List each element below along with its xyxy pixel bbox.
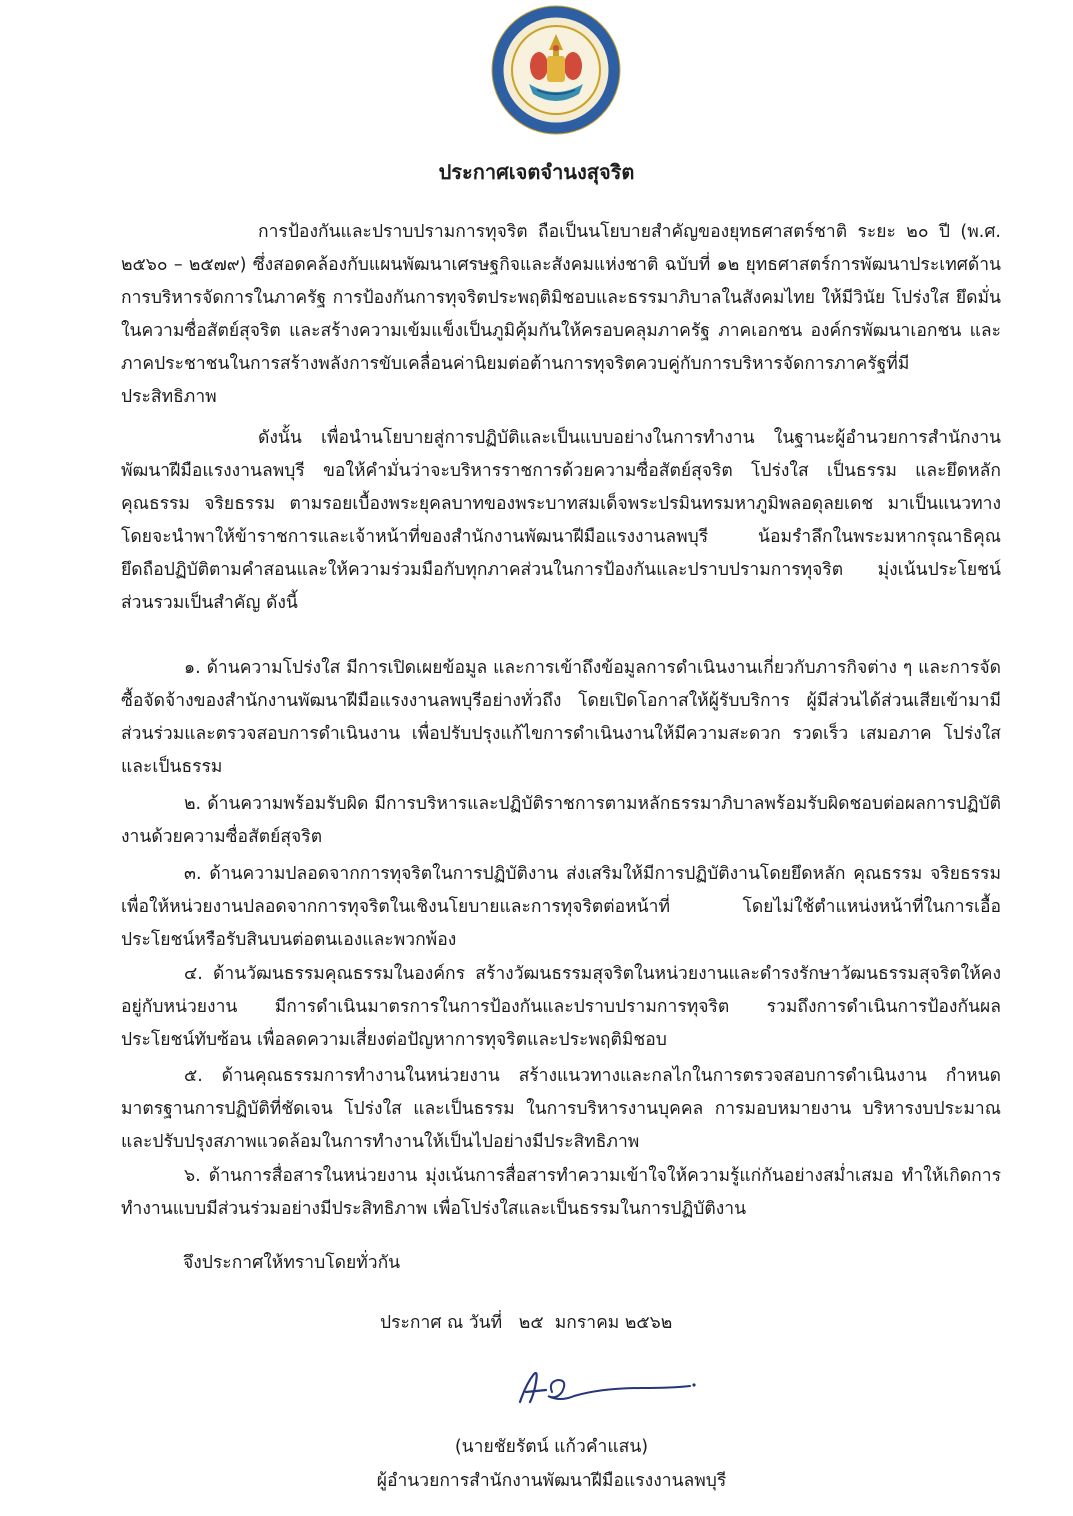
department-seal-logo xyxy=(487,4,625,136)
signer-position: ผู้อำนวยการสำนักงานพัฒนาฝีมือแรงงานลพบุรี xyxy=(376,1471,727,1491)
signature xyxy=(512,1362,702,1412)
commitment-paragraph: ดังนั้น เพื่อนำนโยบายสู่การปฏิบัติและเป็นแบบอย่างในการทำงาน ในฐานะผู้อำนวยการสำนักงานพัฒนาฝีมือแรงงานลพบุรี ขอให้คำมั่นว่าจะบริหารราชการด้วยความซื่อสัตย์สุจริต โปร่งใส เป็นธรรม และยึดหลักคุณธรรม จริยธรรม ตามรอยเบื้องพระยุคลบาทของพระบาทสมเด็จพระปรมินทรมหาภูมิพลอดุลยเดช มาเป็นแนวทาง โดยจะนำพาให้ข้าราชการและเจ้าหน้าที่ของสำนักงานพัฒนาฝีมือแรงงานลพบุรี น้อมรำลึกในพระมหากรุณาธิคุณ ยึดถือปฏิบัติตามคำสอนและให้ความร่วมมือกับทุกภาคส่วนในการป้องกันและปราบปรามการทุจริต มุ่งเน้นประโยชน์ส่วนรวมเป็นสำคัญ ดังนี้ xyxy=(121,428,1001,613)
item-work-integrity: ๕. ด้านคุณธรรมการทำงานในหน่วยงาน สร้างแนวทางและกลไกในการตรวจสอบการดำเนินงาน กำหนดมาตรฐานการปฏิบัติที่ชัดเจน โปร่งใส และเป็นธรรม ในการบริหารงานบุคคล การมอบหมายงาน บริหารงบประมาณ และปรับปรุงสภาพแวดล้อมในการทำงานให้เป็นไปอย่างมีประสิทธิภาพ xyxy=(121,1066,1001,1152)
intro-paragraph: การป้องกันและปราบปรามการทุจริต ถือเป็นนโยบายสำคัญของยุทธศาสตร์ชาติ ระยะ ๒๐ ปี (พ.ศ. ๒๕๖๐ – ๒๕๗๙) ซึ่งสอดคล้องกับแผนพัฒนาเศรษฐกิจและสังคมแห่งชาติ ฉบับที่ ๑๒ ยุทธศาสตร์การพัฒนาประเทศด้านการบริหารจัดการในภาครัฐ การป้องกันการทุจริตประพฤติมิชอบและธรรมาภิบาลในสังคมไทย ให้มีวินัย โปร่งใส ยึดมั่นในความซื่อสัตย์สุจริต และสร้างความเข้มแข็งเป็นภูมิคุ้มกันให้ครอบคลุมภาครัฐ ภาคเอกชน องค์กรพัฒนาเอกชน และภาคประชาชนในการสร้างพลังการขับเคลื่อนค่านิยมต่อต้านการทุจริตควบคู่กับการบริหารจัดการภาครัฐที่มีประสิทธิภาพ xyxy=(121,222,1001,407)
announcement-date: ประกาศ ณ วันที่ ๒๕ มกราคม ๒๕๖๒ xyxy=(380,1313,673,1333)
closing-statement: จึงประกาศให้ทราบโดยทั่วกัน xyxy=(183,1253,401,1273)
signer-name: (นายชัยรัตน์ แก้วคำแสน) xyxy=(454,1437,649,1457)
item-transparency: ๑. ด้านความโปร่งใส มีการเปิดเผยข้อมูล และการเข้าถึงข้อมูลการดำเนินงานเกี่ยวกับภารกิจต่าง ๆ และการจัดซื้อจัดจ้างของสำนักงานพัฒนาฝีมือแรงงานลพบุรีอย่างทั่วถึง โดยเปิดโอกาสให้ผู้รับบริการ ผู้มีส่วนได้ส่วนเสียเข้ามามีส่วนร่วมและตรวจสอบการดำเนินงาน เพื่อปรับปรุงแก้ไขการดำเนินงานให้มีความสะดวก รวดเร็ว เสมอภาค โปร่งใส และเป็นธรรม xyxy=(121,658,1001,777)
item-corruption-free: ๓. ด้านความปลอดจากการทุจริตในการปฏิบัติงาน ส่งเสริมให้มีการปฏิบัติงานโดยยึดหลัก คุณธรรม จริยธรรม เพื่อให้หน่วยงานปลอดจากการทุจริตในเชิงนโยบายและการทุจริตต่อหน้าที่ โดยไม่ใช้ตำแหน่งหน้าที่ในการเอื้อประโยชน์หรือรับสินบนต่อตนเองและพวกพ้อง xyxy=(121,864,1001,950)
page-title: ประกาศเจตจำนงสุจริต xyxy=(438,160,635,184)
item-accountability: ๒. ด้านความพร้อมรับผิด มีการบริหารและปฏิบัติราชการตามหลักธรรมาภิบาลพร้อมรับผิดชอบต่อผลการปฏิบัติงานด้วยความซื่อสัตย์สุจริต xyxy=(121,794,1001,847)
item-communication: ๖. ด้านการสื่อสารในหน่วยงาน มุ่งเน้นการสื่อสารทำความเข้าใจให้ความรู้แก่กันอย่างสม่ำเสมอ ทำให้เกิดการทำงานแบบมีส่วนร่วมอย่างมีประสิทธิภาพ เพื่อโปร่งใสและเป็นธรรมในการปฏิบัติงาน xyxy=(121,1166,1001,1219)
item-integrity-culture: ๔. ด้านวัฒนธรรมคุณธรรมในองค์กร สร้างวัฒนธรรมสุจริตในหน่วยงานและดำรงรักษาวัฒนธรรมสุจริตให้คงอยู่กับหน่วยงาน มีการดำเนินมาตรการในการป้องกันและปราบปรามการทุจริต รวมถึงการดำเนินการป้องกันผลประโยชน์ทับซ้อน เพื่อลดความเสี่ยงต่อปัญหาการทุจริตและประพฤติมิชอบ xyxy=(121,964,1001,1050)
